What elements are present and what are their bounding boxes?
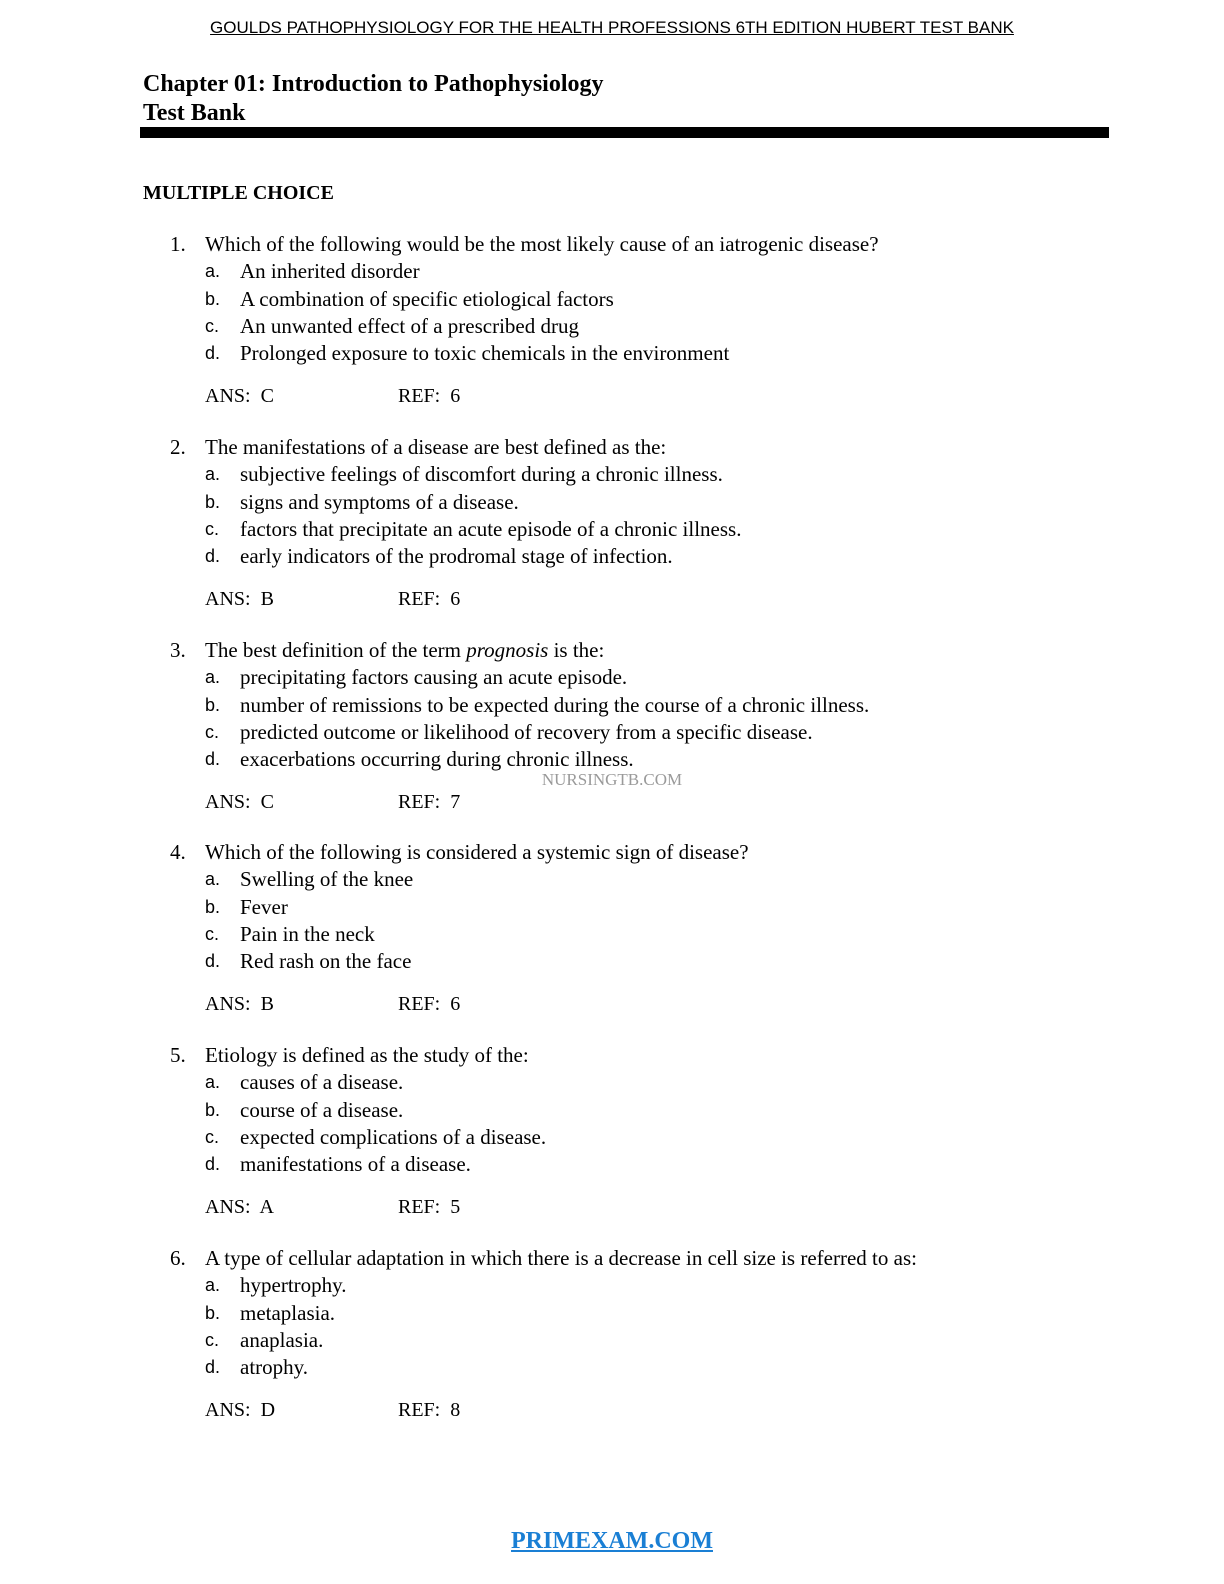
reference-label: REF: [398,1399,441,1421]
italic-term: prognosis [466,638,549,662]
option-text: An unwanted effect of a prescribed drug [240,314,579,338]
answer-value: C [260,791,274,813]
reference-label: REF: [398,1196,441,1218]
option-text: hypertrophy. [240,1273,347,1297]
question-text: Etiology is defined as the study of the: [205,1043,529,1067]
question-number: 5. [170,1043,186,1067]
reference-line [398,1196,460,1219]
answer-value: B [260,588,274,610]
option-text: A combination of specific etiological factors [240,287,614,311]
option-text: metaplasia. [240,1301,336,1325]
option-text: Pain in the neck [240,922,375,946]
reference-value: 5 [450,1196,461,1218]
option-letter: a. [205,869,221,889]
reference-value: 6 [450,993,461,1015]
reference-label: REF: [398,791,441,813]
option-letter: b. [205,289,221,309]
question-number: 4. [170,840,186,864]
reference-line [398,588,460,611]
answer-value: C [260,385,274,407]
option-letter: b. [205,897,221,917]
question-number: 3. [170,638,186,662]
answer-line [205,385,274,408]
reference-value: 8 [450,1399,461,1421]
option-letter: c. [205,924,220,944]
reference-label: REF: [398,993,441,1015]
option-letter: b. [205,1303,221,1323]
option-letter: c. [205,722,220,742]
option-text: predicted outcome or likelihood of recovery from a specific disease. [240,720,813,744]
option-letter: c. [205,519,220,539]
reference-value: 7 [450,791,461,813]
question-text: The manifestations of a disease are best defined as the: [205,435,667,459]
reference-value: 6 [450,385,461,407]
answer-label: ANS: [205,1399,251,1421]
option-letter: d. [205,749,221,769]
option-letter: a. [205,1072,221,1092]
option-letter: a. [205,261,221,281]
reference-line [398,1399,460,1422]
reference-value: 6 [450,588,461,610]
option-letter: d. [205,343,221,363]
option-text: exacerbations occurring during chronic illness. [240,747,634,771]
question-number: 2. [170,435,186,459]
option-text: Swelling of the knee [240,867,414,891]
heading-rule [140,127,1109,138]
option-letter: b. [205,1100,221,1120]
answer-value: B [260,993,274,1015]
answer-label: ANS: [205,1196,251,1218]
option-text: atrophy. [240,1355,309,1379]
option-text: number of remissions to be expected during the course of a chronic illness. [240,693,870,717]
footer-link[interactable]: PRIMEXAM.COM [511,1528,713,1554]
answer-label: ANS: [205,588,251,610]
option-text: Red rash on the face [240,949,412,973]
option-text: subjective feelings of discomfort during a chronic illness. [240,462,723,486]
option-letter: a. [205,1275,221,1295]
option-letter: c. [205,316,220,336]
section-title: MULTIPLE CHOICE [143,182,334,204]
option-text: signs and symptoms of a disease. [240,490,519,514]
answer-value: D [260,1399,276,1421]
watermark-text: NURSINGTB.COM [541,770,683,789]
option-letter: a. [205,667,221,687]
option-text: causes of a disease. [240,1070,404,1094]
option-letter: d. [205,1154,221,1174]
option-letter: b. [205,695,221,715]
reference-label: REF: [398,588,441,610]
option-text: Prolonged exposure to toxic chemicals in the environment [240,341,730,365]
option-text: manifestations of a disease. [240,1152,471,1176]
option-letter: d. [205,951,221,971]
chapter-subtitle: Test Bank [143,100,246,126]
question-number: 1. [170,232,186,256]
answer-label: ANS: [205,385,251,407]
question-text [205,638,604,663]
option-text: precipitating factors causing an acute episode. [240,665,628,689]
question-text: A type of cellular adaptation in which there is a decrease in cell size is referred to as: [205,1246,917,1270]
footer [0,1528,1224,1555]
answer-line [205,1196,274,1219]
chapter-heading [143,70,604,128]
option-text: expected complications of a disease. [240,1125,547,1149]
chapter-title: Chapter 01: Introduction to Pathophysiology [143,71,604,97]
option-letter: b. [205,492,221,512]
reference-line [398,385,460,408]
answer-label: ANS: [205,791,251,813]
option-letter: a. [205,464,221,484]
option-text: early indicators of the prodromal stage of infection. [240,544,673,568]
option-text: anaplasia. [240,1328,324,1352]
reference-label: REF: [398,385,441,407]
option-letter: c. [205,1127,220,1147]
answer-line [205,791,274,814]
answer-line [205,588,274,611]
header-text: GOULDS PATHOPHYSIOLOGY FOR THE HEALTH PROFESSIONS 6TH EDITION HUBERT TEST BANK [210,18,1014,37]
document-header [0,18,1224,38]
option-letter: d. [205,1357,221,1377]
option-text: course of a disease. [240,1098,404,1122]
question-text: Which of the following would be the most likely cause of an iatrogenic disease? [205,232,879,256]
option-letter: d. [205,546,221,566]
option-text: factors that precipitate an acute episode of a chronic illness. [240,517,742,541]
question-text-start: The best definition of the term [205,638,467,662]
reference-line [398,791,460,814]
question-text-end: is the: [548,638,605,662]
answer-line [205,1399,275,1422]
question-text: Which of the following is considered a systemic sign of disease? [205,840,749,864]
answer-line [205,993,274,1016]
reference-line [398,993,460,1016]
answer-value: A [259,1196,274,1218]
option-text: An inherited disorder [240,259,420,283]
option-letter: c. [205,1330,220,1350]
option-text: Fever [240,895,288,919]
answer-label: ANS: [205,993,251,1015]
question-number: 6. [170,1246,186,1270]
